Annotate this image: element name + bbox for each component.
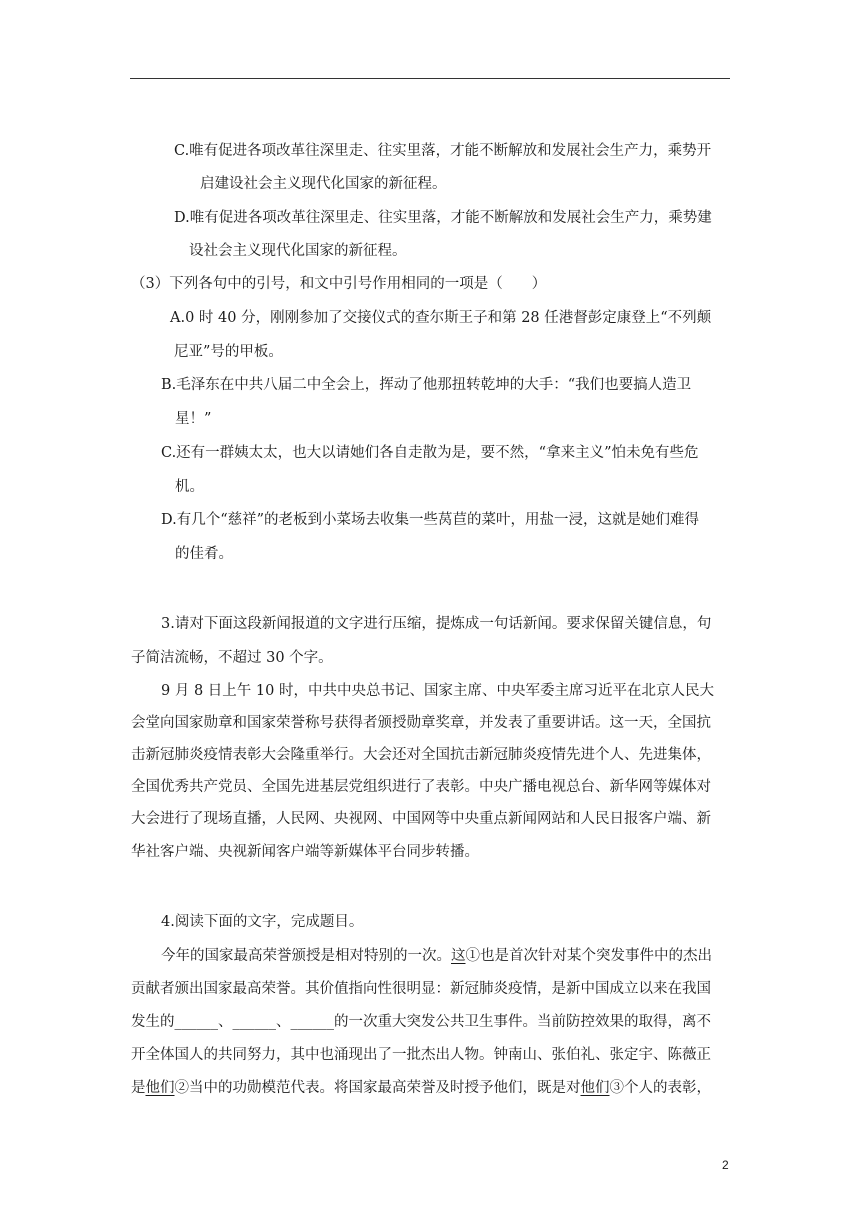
passage-text: 今年的国家最高荣誉颁授是相对特别的一次。 bbox=[161, 948, 451, 964]
question-3-option-a-line-1: A.0 时 40 分，刚刚参加了交接仪式的查尔斯王子和第 28 任港督彭定康登上“不列颠 bbox=[170, 310, 712, 326]
question-3-option-b-line-1: B.毛泽东在中共八届二中全会上，挥动了他那扭转乾坤的大手：“我们也要搞人造卫 bbox=[161, 377, 692, 393]
question-5-title: 4.阅读下面的文字，完成题目。 bbox=[161, 914, 364, 930]
passage-line-5 bbox=[131, 1078, 711, 1098]
question-3-option-a-line-2: 尼亚”号的甲板。 bbox=[174, 344, 283, 360]
option-c-line-1: C.唯有促进各项改革往深里走、往实里落，才能不断解放和发展社会生产力，乘势开 bbox=[174, 143, 712, 159]
question-3-option-b-line-2: 星！” bbox=[175, 411, 212, 427]
question-4-title-line-2: 子简洁流畅，不超过 30 个字。 bbox=[131, 650, 333, 666]
question-3-option-c-line-1: C.还有一群姨太太，也大以请她们各自走散为是，要不然，“拿来主义”怕未免有些危 bbox=[161, 445, 699, 461]
underlined-word: 他们 bbox=[580, 1080, 610, 1096]
option-c-line-2: 启建设社会主义现代化国家的新征程。 bbox=[200, 176, 447, 192]
header-rule bbox=[130, 78, 730, 79]
question-3-option-c-line-2: 机。 bbox=[175, 479, 204, 495]
news-line-1: 9 月 8 日上午 10 时，中共中央总书记、国家主席、中央军委主席习近平在北京人民大 bbox=[161, 683, 714, 699]
passage-text: ①也是首次针对某个突发事件中的杰出 bbox=[465, 948, 712, 964]
option-d-line-1: D.唯有促进各项改革往深里走、往实里落，才能不断解放和发展社会生产力，乘势建 bbox=[174, 210, 712, 226]
news-line-4: 全国优秀共产党员、全国先进基层党组织进行了表彰。中央广播电视总台、新华网等媒体对 bbox=[131, 779, 711, 795]
passage-text: 是 bbox=[131, 1080, 146, 1096]
news-line-2: 会堂向国家勋章和国家荣誉称号获得者颁授勋章奖章，并发表了重要讲话。这一天，全国抗 bbox=[131, 715, 711, 731]
page-number: 2 bbox=[722, 1158, 729, 1172]
passage-line-1 bbox=[161, 946, 712, 966]
news-line-5: 大会进行了现场直播，人民网、央视网、中国网等中央重点新闻网站和人民日报客户端、新 bbox=[131, 811, 711, 827]
question-3-option-d-line-2: 的佳肴。 bbox=[175, 546, 233, 562]
passage-text: ②当中的功勋模范代表。将国家最高荣誉及时授予他们，既是对 bbox=[174, 1080, 581, 1096]
option-d-line-2: 设社会主义现代化国家的新征程。 bbox=[189, 243, 407, 259]
question-3-option-d-line-1: D.有几个“慈祥”的老板到小菜场去收集一些莴苣的菜叶，用盐一浸，这就是她们难得 bbox=[161, 512, 700, 528]
question-4-title-line-1: 3.请对下面这段新闻报道的文字进行压缩，提炼成一句话新闻。要求保留关键信息，句 bbox=[161, 616, 712, 632]
underlined-word: 这 bbox=[451, 948, 466, 964]
passage-text: ③个人的表彰， bbox=[609, 1080, 711, 1096]
news-line-6: 华社客户端、央视新闻客户端等新媒体平台同步转播。 bbox=[131, 844, 479, 860]
underlined-word: 他们 bbox=[145, 1080, 175, 1096]
passage-line-3: 发生的______、______、______的一次重大突发公共卫生事件。当前防控效果的取得，离不 bbox=[131, 1014, 711, 1030]
news-line-3: 击新冠肺炎疫情表彰大会隆重举行。大会还对全国抗击新冠肺炎疫情先进个人、先进集体， bbox=[131, 747, 711, 763]
passage-line-4: 开全体国人的共同努力，其中也涌现出了一批杰出人物。钟南山、张伯礼、张定宇、陈薇正 bbox=[131, 1047, 711, 1063]
question-3-title: （3）下列各句中的引号，和文中引号作用相同的一项是（ ） bbox=[131, 276, 547, 292]
passage-line-2: 贡献者颁出国家最高荣誉。其价值指向性很明显：新冠肺炎疫情，是新中国成立以来在我国 bbox=[131, 981, 711, 997]
